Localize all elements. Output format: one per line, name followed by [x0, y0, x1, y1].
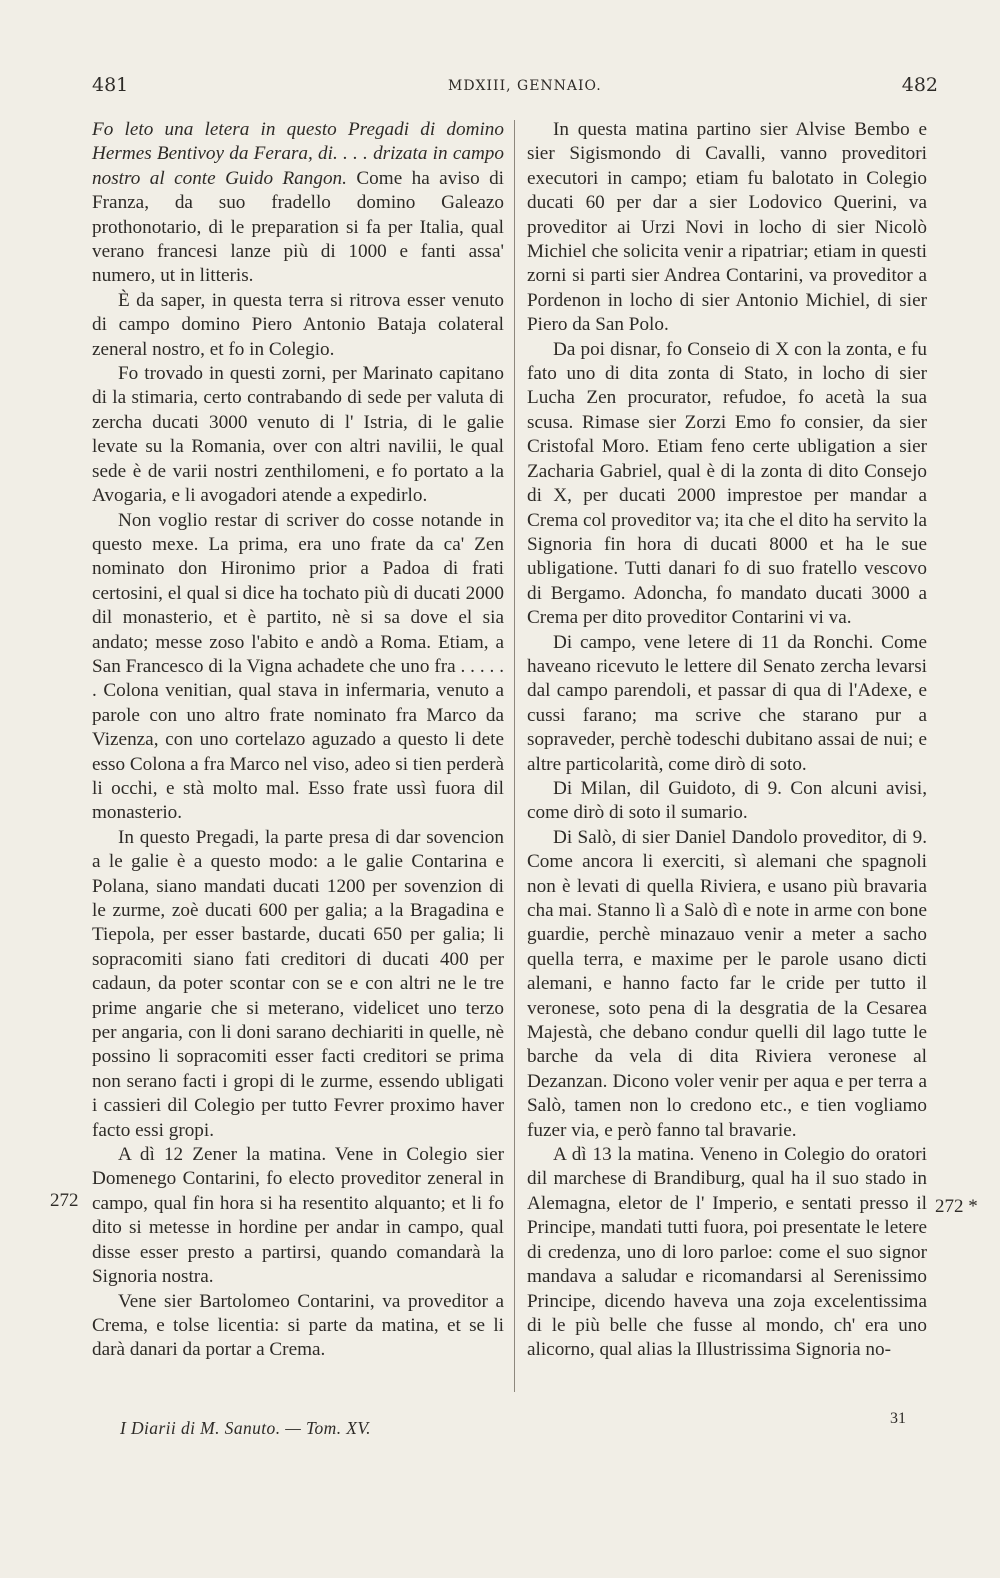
footer-signature: I Diarii di M. Sanuto. — Tom. XV.	[120, 1418, 371, 1438]
paragraph: Fo trovado in questi zorni, per Marinato capitano di la stimaria, certo contrabando di sede per valuta di zercha ducati 3000 venuto di l' Istria, di le galie levate su la Romania, over con altri navilii, le qual sede è de varii nostri zenthilomeni, e fo portato a la Avogaria, e li avogadori atende a expedirlo.	[92, 363, 504, 507]
right-column	[527, 118, 927, 1363]
page-number-left: 481	[92, 74, 129, 96]
page-number-right: 482	[901, 74, 938, 96]
paragraph: Vene sier Bartolomeo Contarini, va proveditor a Crema, e tolse licentia: si parte da matina, et se li darà danari da portar a Crema.	[92, 1290, 504, 1361]
paragraph: Fo leto una letera in questo Pregadi di domino Hermes Bentivoy da Ferara, di. . . . drizata in campo nostro al conte Guido Rangon. Come ha aviso di Franza, da suo fradello domino Galeazo prothonotario, di le preparation si fa per Italia, qual verano francesi lanze più di 1000 e fanti assa' numero, ut in litteris.	[92, 119, 505, 287]
rubric-text: Fo leto una letera in questo Pregadi di domino Hermes Bentivoy da Ferara, di. . . . drizata in campo nostro al conte Guido Rangon.	[92, 119, 504, 189]
footer-number: 31	[890, 1410, 906, 1427]
left-column	[92, 118, 504, 1363]
paragraph: Non voglio restar di scriver do cosse notande in questo mexe. La prima, era uno frate da ca' Zen nominato don Hironimo prior a Padoa di frati certosini, el qual si dice ha tochato più di ducati 2000 dil monasterio, et è partito, nè si sa dove el sia andato; messe zoso l'abito e andò a Roma. Etiam, a San Francesco di la Vigna achadete che uno fra . . . . . . Colona venitian, qual stava in infermaria, venuto a parole con uno altro frate nominato fra Marco da Vizenza, con uno cortelazo aguzado a questo li dete esso Colona a fra Marco nel viso, adeo si tien perderà li occhi, e stà molto mal. Esso frate ussì fuora dil monasterio.	[92, 509, 504, 824]
paragraph: È da saper, in questa terra si ritrova esser venuto di campo domino Piero Antonio Bataja colateral zeneral nostro, et fo in Colegio.	[92, 289, 504, 360]
paragraph: Da poi disnar, fo Conseio di X con la zonta, e fu fato uno di dita zonta di Stato, in locho di sier Lucha Zen procurator, refudoe, fo acetà la sua scusa. Rimase sier Zorzi Emo fo consier, da sier Cristofal Moro. Etiam feno certe ubligation a sier Zacharia Gabriel, qual è di la zonta di dito Consejo di X, per ducati 2000 imprestoe per mandar a Crema col proveditor va; ita che el dito ha servito la Signoria fin hora di ducati 8000 et ha le sue ubligatione. Tutti danari fo di suo fratello vescovo di Bergamo. Adoncha, fo mandato ducati 3000 a Crema per dito proveditor Contarini vi va.	[527, 338, 927, 629]
paragraph: Di campo, vene letere di 11 da Ronchi. Come haveano ricevuto le lettere dil Senato zercha levarsi dal campo parendoli, et passar di qua di l'Adexe, e cussi farano; ma scrive che starano pur a sopraveder, perchè todeschi dubitano assai de nui; e altre particolarità, come dirò di soto.	[527, 631, 927, 775]
paragraph: A dì 13 la matina. Veneno in Colegio do oratori dil marchese di Brandiburg, qual ha il suo stado in Alemagna, eletor de l' Imperio, e sentati presso il Principe, mandati tutti fuora, poi presentate le letere di credenza, uno di loro parloe: come el suo signor mandava a saludar e ricomandarsi al Serenissimo Principe, dicendo haveva una zoja excelentissima di le più belle che fusse al mondo, ch' era uno alicorno, qual alias la Illustrissima Signoria no-	[527, 1144, 927, 1361]
column-divider	[514, 120, 515, 1392]
paragraph: In questa matina partino sier Alvise Bembo e sier Sigismondo di Cavalli, vanno proveditori executori in campo; etiam fu balotato in Colegio ducati 60 per dar a sier Lodovico Querini, va proveditor ai Urzi Novi in locho di sier Nicolò Michiel che solicita venir a ripatriar; etiam in questi zorni si parti sier Andrea Contarini, va proveditor a Pordenon in locho di sier Antonio Michiel, di sier Piero da San Polo.	[527, 119, 927, 336]
margin-number-left: 272	[50, 1190, 79, 1211]
paragraph: A dì 12 Zener la matina. Vene in Colegio sier Domenego Contarini, fo electo proveditor zeneral in campo, qual fin hora si ha resentito alquanto; et li fo dito si metesse in hordine per andar in campo, qual disse esser presto a partirsi, quando comandarà la Signoria nostra.	[92, 1144, 504, 1288]
paragraph: Di Salò, di sier Daniel Dandolo proveditor, di 9. Come ancora li exerciti, sì alemani che spagnoli non è levati di quella Riviera, e usano più bravaria cha mai. Stanno lì a Salò dì e note in arme con bone guardie, perchè minazauo venir a meter a sacho quella terra, e maxime per le parole usano dicti alemani, e hanno facto far le cride per tutto il veronese, soto pena di la desgratia de la Cesarea Majestà, che debano condur quelli dil lago tutte le barche da vela di dita Riviera veronese al Dezanzan. Dicono voler venir per aqua e per terra a Salò, tamen non lo credono etc., e tien vogliamo fuzer via, e però fanno tal bravarie.	[527, 826, 927, 1141]
paragraph: Di Milan, dil Guidoto, di 9. Con alcuni avisi, come dirò di soto il sumario.	[527, 777, 927, 824]
running-head: MDXIII, GENNAIO.	[448, 78, 602, 94]
margin-number-right: 272 *	[935, 1196, 978, 1217]
paragraph: In questo Pregadi, la parte presa di dar sovencion a le galie è a questo modo: a le galie Contarina e Polana, siano mandati ducati 1200 per sovenzion di le zurme, zoè ducati 600 per galia; a la Bragadina e Tiepola, per esser bastarde, ducati 650 per galia; li sopracomiti siano fati creditori di ducati 400 per cadaun, da poter scontar con se e con altri ne le tre prime angarie che si meterano, videlicet uno terzo per angaria, con li doni sarano dechiariti in quelle, nè possino li sopracomiti esser facti creditori se prima non serano facti i gropi di le zurme, essendo ubligati i cassieri dil Colegio per tutto Fevrer proximo haver facto essi gropi.	[92, 826, 504, 1141]
